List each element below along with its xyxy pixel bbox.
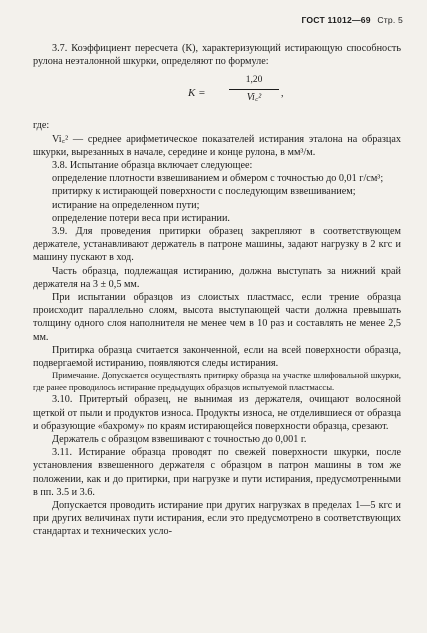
formula-denominator: Vi꜀² bbox=[246, 91, 262, 103]
formula bbox=[33, 74, 401, 114]
standard-number: ГОСТ 11012—69 bbox=[301, 15, 371, 25]
paragraph-lapping-complete: Притирка образца считается законченной, если на всей поверхности образца, подвергаемой истиранию, появляются следы истирания. bbox=[33, 344, 401, 370]
formula-lhs: K = bbox=[188, 87, 206, 100]
formula-fraction bbox=[229, 74, 279, 103]
paragraph-protrusion: Часть образца, подлежащая истиранию, должна выступать за нижний край держателя на 3 ± 0,5 мм. bbox=[33, 265, 401, 290]
page-header bbox=[301, 15, 403, 25]
list-item-density: определение плотности взвешиванием и обмером с точностью до 0,01 г/см³; bbox=[52, 173, 384, 185]
note: Примечание. Допускается осуществлять притирку образца на участке шлифовальной шкурки, где ранее проводилось истирание предыдущих образцов испытуемой пластмассы. bbox=[33, 370, 401, 392]
list-item-lapping: притирку к истирающей поверхности с последующим взвешиванием; bbox=[52, 186, 356, 198]
paragraph-weighing: Держатель с образцом взвешивают с точностью до 0,001 г. bbox=[52, 434, 307, 446]
paragraph-laminates: При испытании образцов из слоистых пластмасс, если трение образца происходит параллельно слоям, высота выступающей части должна превышать толщину одного слоя наполнителя не менее чем в 10 раз и составлять не менее 2,5 мм. bbox=[33, 292, 401, 343]
definition-vi: Vi꜀² — среднее арифметическое показателей истирания эталона на образцах шкурки, вырезанных в начале, середине и конце рулона, в мм³/м. bbox=[33, 133, 401, 158]
paragraph-other-loads: Допускается проводить истирание при других нагрузках в пределах 1—5 кгс и при других величинах пути истирания, если это предусмотрено в соответствующих стандартах и технических усло- bbox=[33, 500, 401, 538]
formula-numerator: 1,20 bbox=[229, 74, 279, 89]
where-label: где: bbox=[33, 120, 50, 132]
paragraph-3-7: 3.7. Коэффициент пересчета (К), характеризующий истирающую способность рулона неэталонной шкурки, определяют по формуле: bbox=[33, 43, 401, 68]
paragraph-3-10: 3.10. Притертый образец, не вынимая из держателя, очищают волосяной щеткой от пыли и продуктов износа. Продукты износа, не отделившиеся от образца и образующие «бахрому» по краям истирающейся поверхности образца, срезают. bbox=[33, 394, 401, 432]
paragraph-3-8: 3.8. Испытание образца включает следующее: bbox=[52, 160, 253, 172]
list-item-abrasion: истирание на определенном пути; bbox=[52, 199, 200, 211]
formula-comma: , bbox=[281, 88, 284, 100]
page-number: Стр. 5 bbox=[377, 15, 403, 25]
paragraph-3-9: 3.9. Для проведения притирки образец закрепляют в соответствующем держателе, устанавливают держатель в патроне машины, задают нагрузку в 2 кгс и машину пускают в ход. bbox=[33, 226, 401, 264]
list-item-weight-loss: определение потери веса при истирании. bbox=[52, 212, 230, 224]
document-body bbox=[33, 42, 401, 539]
paragraph-3-11: 3.11. Истирание образца проводят по свежей поверхности шкурки, после установления взвешенного держателя с образцом в патрон машины в том же положении, как и до притирки, при нагрузке и пути истирания, предусмотренными в пп. 3.5 и 3.6. bbox=[33, 447, 401, 498]
